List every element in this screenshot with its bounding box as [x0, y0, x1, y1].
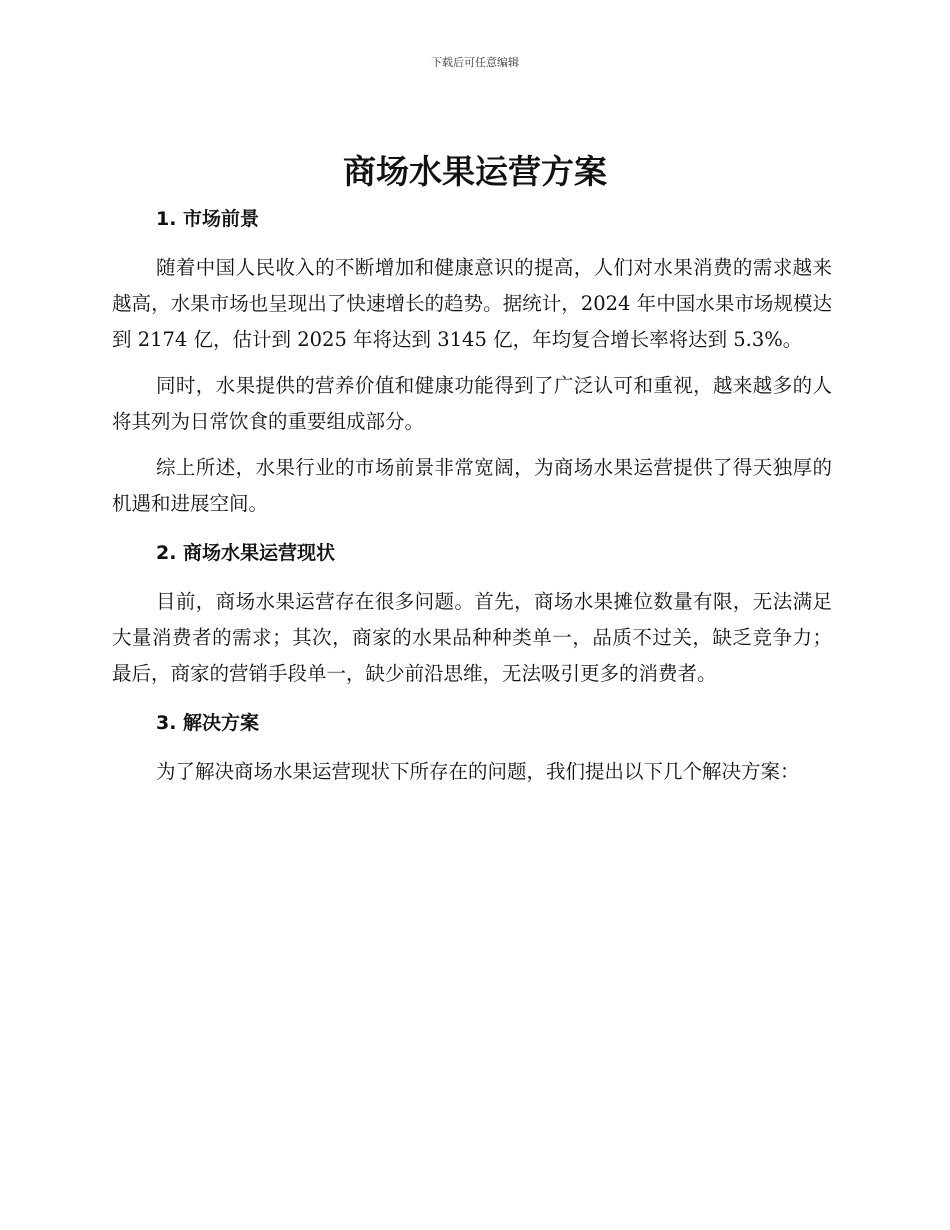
document-title: 商场水果运营方案 — [343, 152, 607, 191]
paragraph: 为了解决商场水果运营现状下所存在的问题，我们提出以下几个解决方案： — [156, 760, 800, 783]
page-header-note: 下载后可任意编辑 — [431, 56, 519, 69]
section-market-outlook — [112, 201, 832, 522]
section-heading: 1. 市场前景 — [156, 208, 260, 230]
paragraph: 综上所述，水果行业的市场前景非常宽阔，为商场水果运营提供了得天独厚的机遇和进展空间。 — [112, 456, 832, 515]
section-current-status — [112, 535, 832, 692]
document-body — [112, 201, 832, 800]
section-heading: 3. 解决方案 — [156, 712, 260, 734]
section-solutions — [112, 705, 832, 790]
section-heading: 2. 商场水果运营现状 — [156, 542, 336, 564]
paragraph: 目前，商场水果运营存在很多问题。首先，商场水果摊位数量有限，无法满足大量消费者的需求；其次，商家的水果品种种类单一，品质不过关，缺乏竞争力；最后，商家的营销手段单一，缺少前沿思维，无法吸引更多的消费者。 — [112, 590, 832, 685]
paragraph: 随着中国人民收入的不断增加和健康意识的提高，人们对水果消费的需求越来越高，水果市场也呈现出了快速增长的趋势。据统计，2024 年中国水果市场规模达到 2174 亿，估计到 2025 年将达到 3145 亿，年均复合增长率将达到 5.3%。 — [112, 256, 832, 351]
paragraph: 同时，水果提供的营养价值和健康功能得到了广泛认可和重视，越来越多的人将其列为日常饮食的重要组成部分。 — [112, 374, 832, 433]
